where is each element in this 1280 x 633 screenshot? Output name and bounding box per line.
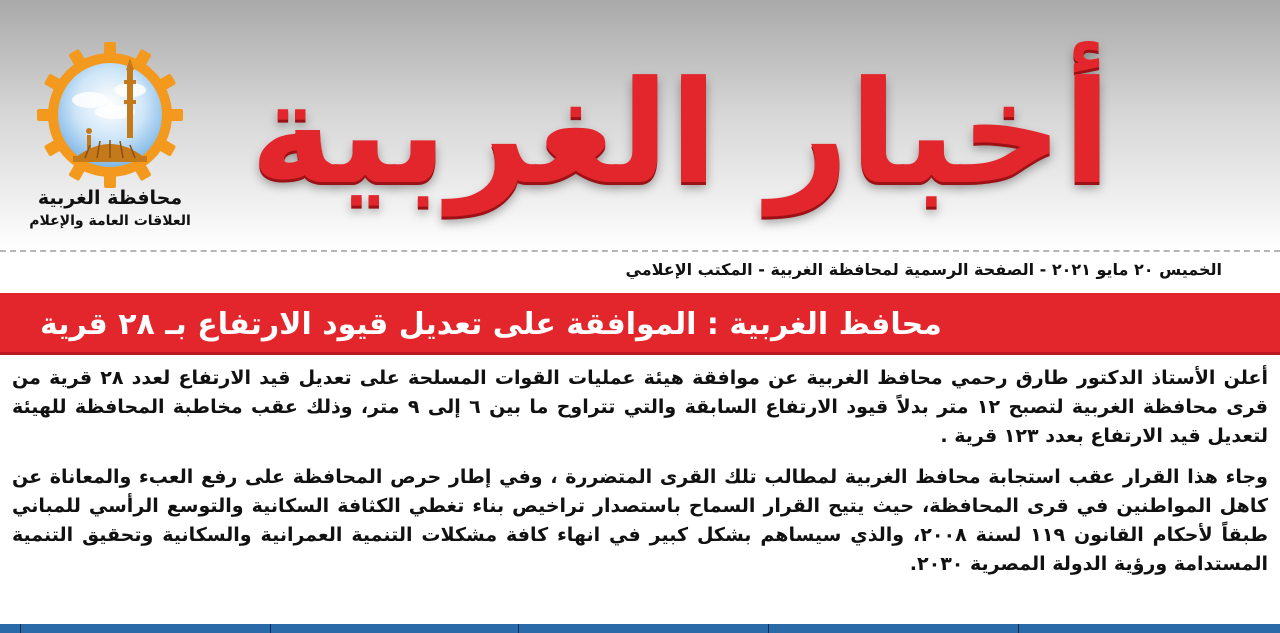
footer-divider	[518, 624, 519, 633]
headline: محافظ الغربية : الموافقة على تعديل قيود الارتفاع بـ ٢٨ قرية	[40, 306, 942, 342]
logo-department: العلاقات العامة والإعلام	[29, 213, 191, 229]
dateline: الخميس ٢٠ مايو ٢٠٢١ - الصفحة الرسمية لمحافظة الغربية - المكتب الإعلامي	[625, 260, 1222, 279]
article-paragraph: وجاء هذا القرار عقب استجابة محافظ الغربية لمطالب تلك القرى المتضررة ، وفي إطار حرص المحافظة على رفع العبء والمعاناة عن كاهل المواطنين في قرى المحافظة، حيث يتيح القرار السماح باستصدار تراخيص بناء تغطي الكثافة السكانية والتوسع الرأسي للمباني طبقاً لأحكام القانون ١١٩ لسنة ٢٠٠٨، والذي سيساهم بشكل كبير في انهاء كافة مشكلات التنمية العمرانية والسكانية وتحقيق التنمية المستدامة ورؤية الدولة المصرية ٢٠٣٠.	[12, 466, 1268, 575]
footer-divider	[768, 624, 769, 633]
masthead	[0, 0, 1280, 250]
footer-divider	[20, 624, 21, 633]
gear-minaret-emblem-icon	[35, 40, 185, 190]
footer-divider	[270, 624, 271, 633]
headline-bar	[0, 293, 1280, 355]
article-body	[12, 364, 1268, 591]
masthead-title: أخبار الغربية	[250, 51, 1112, 216]
footer-bar	[0, 624, 1280, 633]
masthead-divider	[0, 250, 1280, 252]
logo-org-name: محافظة الغربية	[37, 187, 183, 209]
footer-divider	[1018, 624, 1019, 633]
article-paragraph: أعلن الأستاذ الدكتور طارق رحمي محافظ الغربية عن موافقة هيئة عمليات القوات المسلحة على تعديل قيد الارتفاع لعدد ٢٨ قرية من قرى محافظة الغربية لتصبح ١٢ متر بدلاً قيود الارتفاع السابقة والتي تتراوح ما بين ٦ إلى ٩ متر، وذلك عقب مخاطبة المحافظة للهيئة لتعديل قيد الارتفاع بعدد ١٢٣ قرية .	[12, 367, 1268, 447]
governorate-logo	[35, 40, 185, 190]
